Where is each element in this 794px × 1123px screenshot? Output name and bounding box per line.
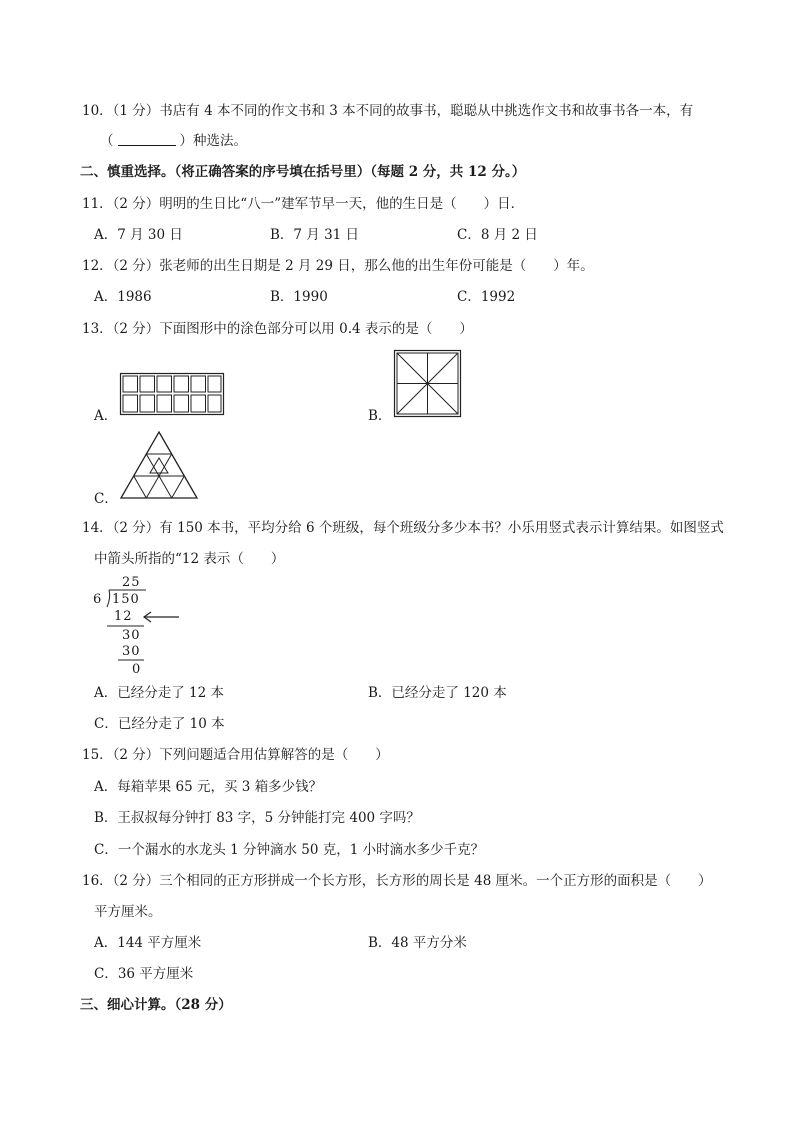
q11-option-a[interactable]: A．7 月 30 日 [94, 227, 183, 243]
division-divisor: 6 [93, 592, 102, 607]
q11-stem: 11．（2 分）明明的生日比“八一”建军节早一天，他的生日是（ ）日． [82, 196, 525, 212]
q14-line2: 中箭头所指的“12 表示（ ） [94, 551, 285, 567]
section2-heading: 二、慎重选择。（将正确答案的序号填在括号里）（每题 2 分，共 12 分。） [80, 164, 526, 180]
division-quotient: 25 [122, 575, 141, 590]
q11-option-c[interactable]: C．8 月 2 日 [457, 227, 538, 243]
q10-line1: 10．（1 分）书店有 4 本不同的作文书和 3 本不同的故事书，聪聪从中挑选作文书和故事书各一本，有 [82, 103, 694, 119]
q12-option-b[interactable]: B．1990 [270, 289, 328, 305]
q15-stem: 15．（2 分）下列问题适合用估算解答的是（ ） [82, 747, 389, 763]
q15-option-b[interactable]: B．王叔叔每分钟打 83 字，5 分钟能打完 400 字吗？ [94, 810, 420, 826]
q16-option-a[interactable]: A．144 平方厘米 [94, 935, 202, 951]
q10-close-text: ）种选法。 [179, 133, 247, 149]
q10-answer-blank[interactable] [118, 133, 176, 146]
division-step-30b: 30 [122, 644, 141, 659]
q14-option-b[interactable]: B．已经分走了 120 本 [368, 685, 507, 701]
q14-option-a[interactable]: A．已经分走了 12 本 [94, 685, 225, 701]
division-step-30a: 30 [122, 628, 141, 643]
q13-option-a[interactable]: A． [94, 408, 118, 424]
division-step-12: 12 [114, 609, 133, 624]
q13-option-b[interactable]: B． [368, 408, 392, 424]
triangle-grid-figure [120, 431, 198, 499]
q15-option-a[interactable]: A．每箱苹果 65 元，买 3 箱多少钱？ [94, 779, 323, 795]
division-remainder: 0 [132, 662, 141, 677]
q16-line2: 平方厘米。 [94, 904, 162, 920]
q15-option-c[interactable]: C．一个漏水的水龙头 1 分钟滴水 50 克，1 小时滴水多少千克？ [94, 842, 485, 858]
division-dividend: 150 [112, 592, 140, 607]
left-arrow-icon [142, 610, 182, 624]
q10-line2 [100, 132, 247, 150]
q12-option-a[interactable]: A．1986 [94, 289, 152, 305]
q16-option-c[interactable]: C．36 平方厘米 [94, 966, 194, 982]
q10-open-paren: （ [100, 133, 114, 149]
division-lines [100, 588, 190, 664]
q11-option-b[interactable]: B．7 月 31 日 [270, 227, 360, 243]
section3-heading: 三、细心计算。（28 分） [80, 997, 232, 1013]
q16-option-b[interactable]: B．48 平方分米 [368, 935, 467, 951]
divided-square-figure [394, 350, 461, 417]
grid-rectangle-figure [120, 373, 224, 415]
q16-line1: 16．（2 分）三个相同的正方形拼成一个长方形，长方形的周长是 48 厘米。一个正方形的面积是（ ） [82, 873, 712, 889]
q13-option-c[interactable]: C． [94, 491, 118, 507]
q12-option-c[interactable]: C．1992 [457, 289, 516, 305]
q14-option-c[interactable]: C．已经分走了 10 本 [94, 716, 225, 732]
q14-line1: 14．（2 分）有 150 本书，平均分给 6 个班级，每个班级分多少本书？小乐用竖式表示计算结果。如图竖式 [82, 520, 724, 536]
q12-stem: 12．（2 分）张老师的出生日期是 2 月 29 日，那么他的出生年份可能是（ ）年。 [82, 258, 594, 274]
q13-stem: 13．（2 分）下面图形中的涂色部分可以用 0.4 表示的是（ ） [82, 321, 473, 337]
